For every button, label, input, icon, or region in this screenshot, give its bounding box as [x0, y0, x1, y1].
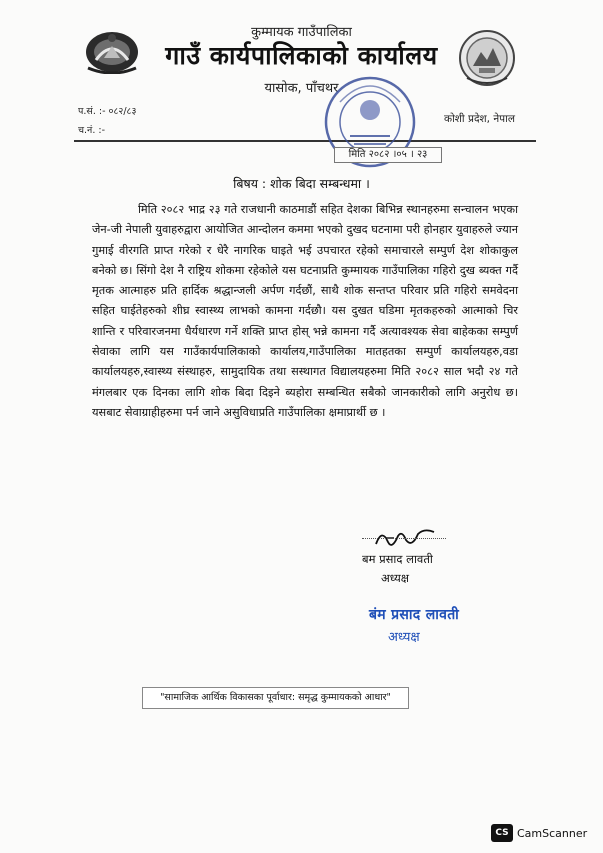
letter-subject: बिषय : शोक बिदा सम्बन्धमा ।	[233, 176, 370, 191]
camscanner-label: CamScanner	[517, 826, 588, 840]
office-address: यासोक, पाँचथर	[264, 81, 339, 96]
camscanner-logo-icon: CS	[491, 824, 513, 842]
province-label: कोशी प्रदेश, नेपाल	[444, 113, 515, 125]
dispatch-number: च.नं. :-	[78, 125, 105, 136]
signatory-name: बम प्रसाद लावती	[362, 552, 433, 566]
camscanner-badge	[491, 823, 587, 843]
signatory-role-stamp: अध्यक्ष	[388, 630, 420, 645]
handwritten-signature-icon	[372, 524, 438, 554]
footer-slogan: "सामाजिक आर्थिक विकासका पूर्वाधार: समृद्ध कुम्मायकको आधार"	[142, 687, 409, 709]
signature-line	[362, 538, 446, 539]
letter-date: मिति २०८२ ।०५ । २३	[334, 147, 442, 163]
letter-body	[92, 200, 518, 423]
signatory-role: अध्यक्ष	[381, 571, 410, 585]
signatory-name-stamp: बंम प्रसाद लावती	[369, 607, 460, 623]
body-paragraph: मिति २०८२ भाद्र २३ गते राजधानी काठमाडौं सहित देशका बिभिन्न स्थानहरुमा सन्चालन भएका जेन-जी नेपाली युवाहरुद्वारा आयोजित आन्दोलन कममा भएको दुखद घटनामा परी होनहार युवाहरुले ज्यान गुमाई वीरगति प्राप्त गरेको र धेरै नागरिक घाइते भई उपचारत रहेको समाचारले सम्पुर्ण देश शोकाकुल बनेको छ। सिंगो देश नै राष्ट्रिय शोकमा रहेकोले यस घटनाप्रति कुम्मायक गाउँपालिका गहिरो दुख ब्यक्त गर्दै मृतक आत्माहरु प्रति हार्दिक श्रद्धान्जली अर्पण गर्दछौं, साथै शोक सन्तप्त परिवार प्रति गहिरो समवेदना सहित घाईतेहरुको शीघ्र स्वास्थ्य लाभको कामना गर्दछौ। यस दुखत घडिमा मृतकहरुको आत्माको चिर शान्ति र परिवारजनमा धैर्यधारण गर्ने शक्ति प्राप्त होस् भन्ने कामना गर्दै अत्यावश्यक सेवा बाहेकका सम्पुर्ण सेवाका लागि यस गाउँकार्यपालिकाको कार्यालय,गाउँपालिका मातहतका सम्पुर्ण कार्यालयहरु,वडा कार्यालयहरु,स्वास्थ्य संस्थाहरु, सामुदायिक तथा सस्थागत विद्यालयहरुमा मिति २०८२ साल भदौ २४ गते मंगलबार एक दिनका लागि शोक बिदा दिइने ब्यहोरा सम्बन्धित सबैको जानकारीको लागि अनुरोध छ। यसबाट सेवाग्राहीहरुमा पर्न जाने असुविधाप्रति गाउँपालिका क्षमाप्रार्थी छ ।	[92, 203, 518, 419]
reference-number: प.सं. :- ०८२/८३	[78, 106, 137, 117]
office-title: गाउँ कार्यपालिकाको कार्यालय	[165, 41, 438, 70]
municipality-name: कुम्मायक गाउँपालिका	[251, 25, 352, 40]
header-divider	[74, 140, 536, 142]
